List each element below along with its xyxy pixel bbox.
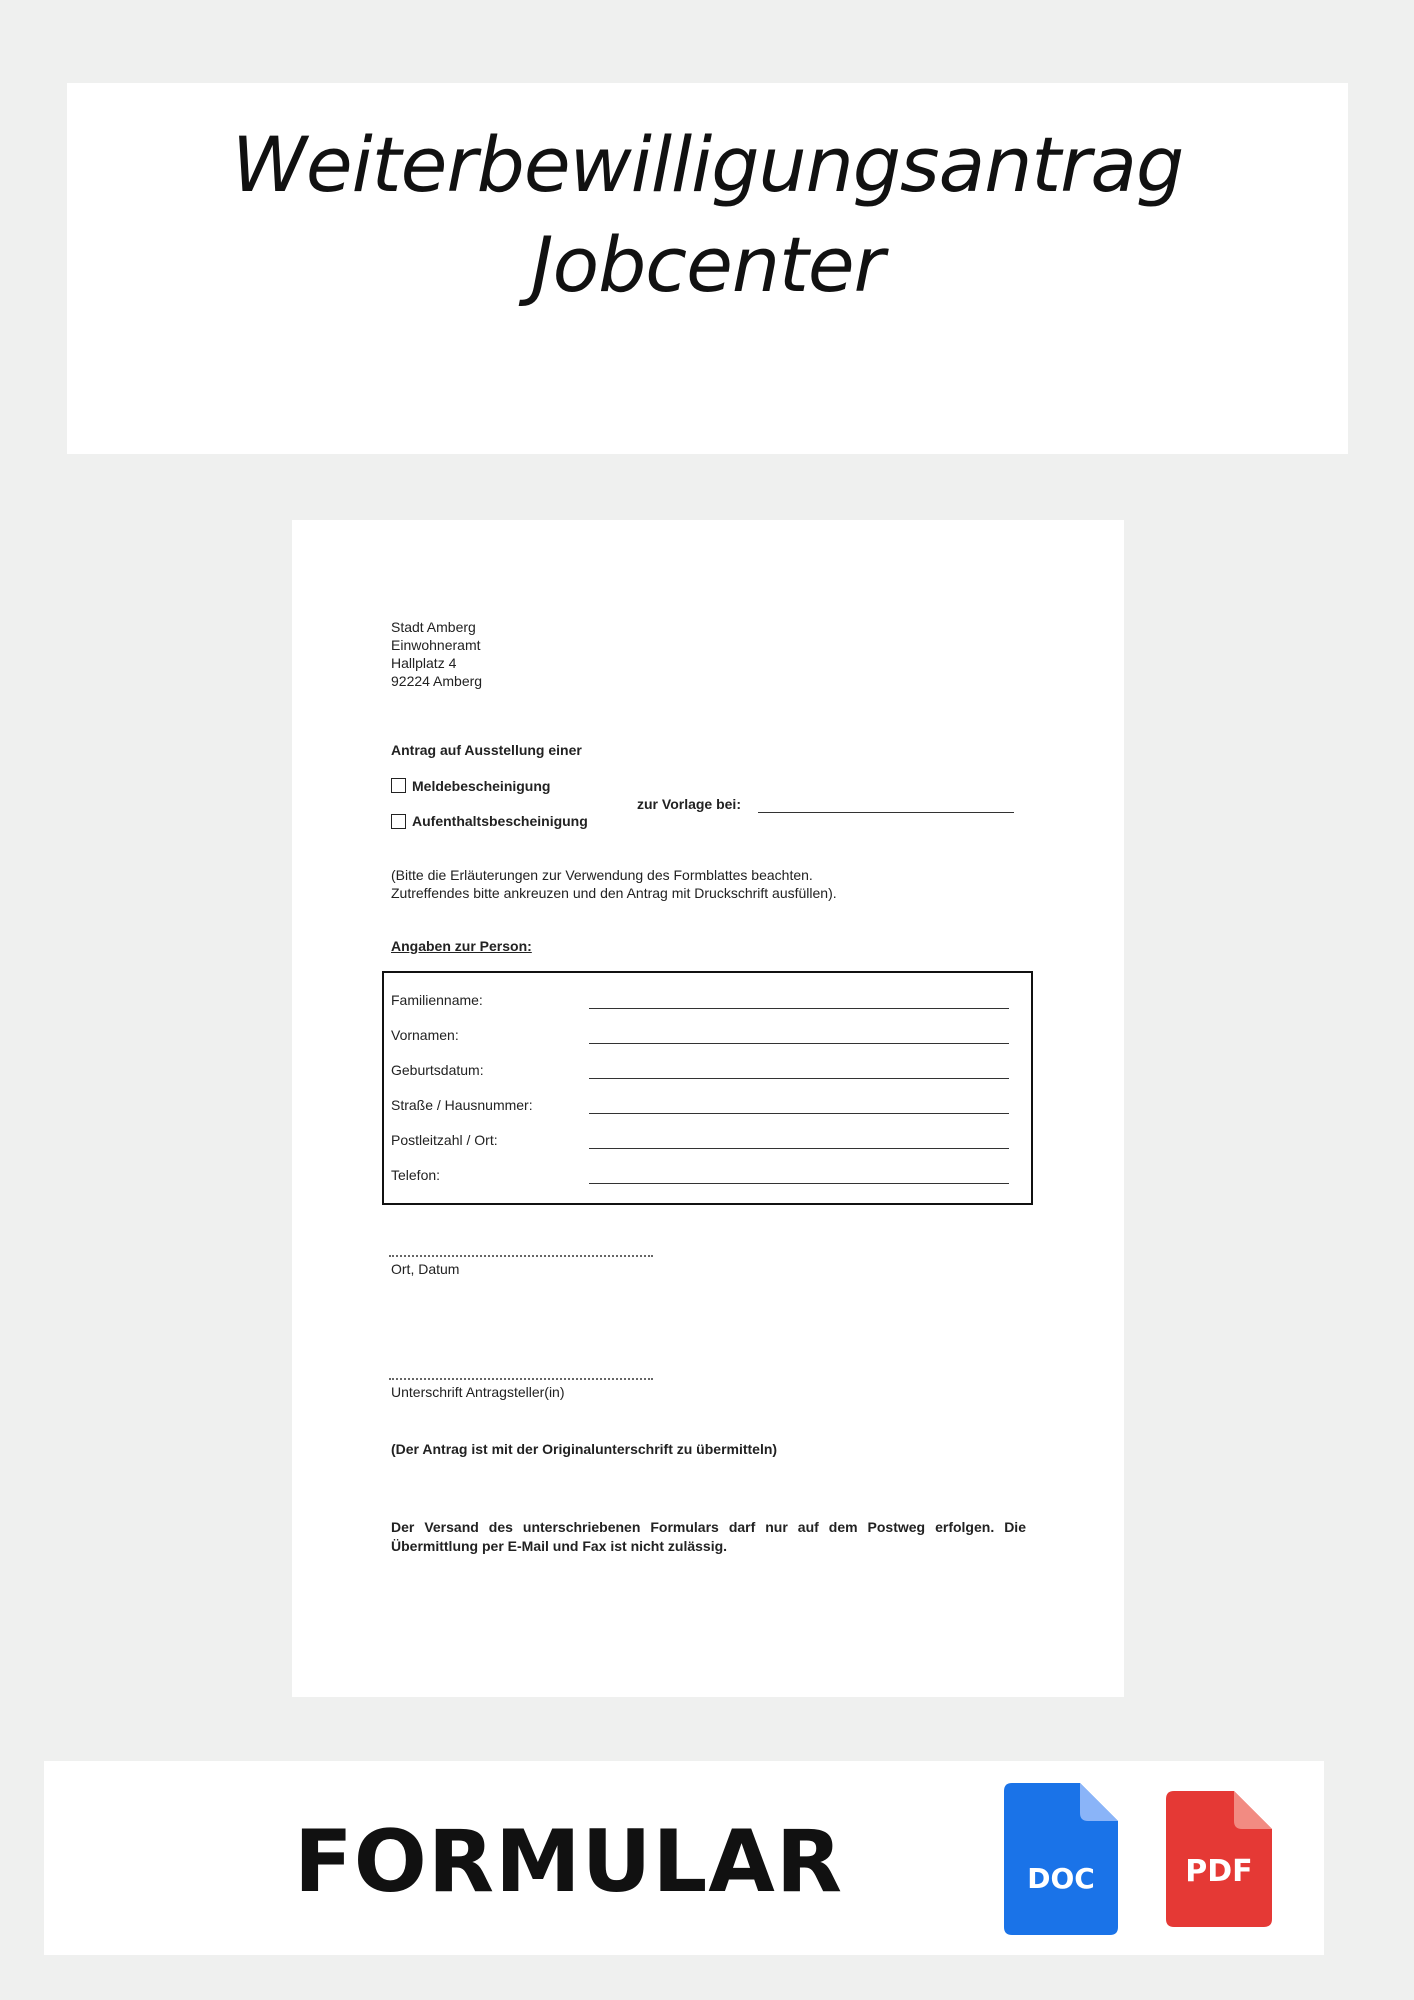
presentation-input-line[interactable] <box>758 812 1014 813</box>
familienname-input-line[interactable] <box>589 1008 1009 1009</box>
pdf-file-icon[interactable] <box>1166 1791 1272 1927</box>
address-line-2: Einwohneramt <box>391 637 481 653</box>
postal-note: Der Versand des unterschriebenen Formulars darf nur auf dem Postweg erfolgen. Die Übermittlung per E-Mail und Fax ist nicht zulässig. <box>391 1519 1026 1554</box>
address-line-4: 92224 Amberg <box>391 673 483 689</box>
field-label-geburtsdatum: Geburtsdatum: <box>391 1062 484 1078</box>
address-line-1: Stadt Amberg <box>391 619 476 635</box>
form-preview-page <box>292 520 1124 1697</box>
instructions-line-1: (Bitte die Erläuterungen zur Verwendung des Formblattes beachten. <box>391 867 813 883</box>
doc-file-icon[interactable] <box>1004 1783 1118 1935</box>
address-line-3: Hallplatz 4 <box>391 655 457 671</box>
meldebescheinigung-label: Meldebescheinigung <box>412 778 551 794</box>
signature-label: Unterschrift Antragsteller(in) <box>391 1384 565 1400</box>
aufenthaltsbescheinigung-checkbox[interactable] <box>391 814 406 829</box>
vornamen-input-line[interactable] <box>589 1043 1009 1044</box>
presentation-label: zur Vorlage bei: <box>637 796 741 812</box>
doc-icon-label: DOC <box>1027 1862 1095 1895</box>
original-signature-note: (Der Antrag ist mit der Originalunterschrift zu übermitteln) <box>391 1441 778 1457</box>
geburtsdatum-input-line[interactable] <box>589 1078 1009 1079</box>
request-heading: Antrag auf Ausstellung einer <box>391 742 582 758</box>
page-title-line-1: Weiterbewilligungsantrag <box>231 120 1184 209</box>
title-card <box>67 83 1348 454</box>
plz-ort-input-line[interactable] <box>589 1148 1009 1149</box>
formular-label: FORMULAR <box>294 1812 844 1912</box>
field-label-telefon: Telefon: <box>391 1167 441 1183</box>
doc-file-icon-shape <box>1004 1783 1118 1935</box>
instructions-line-2: Zutreffendes bitte ankreuzen und den Antrag mit Druckschrift ausfüllen). <box>391 885 837 901</box>
field-label-plz-ort: Postleitzahl / Ort: <box>391 1132 498 1148</box>
field-label-familienname: Familienname: <box>391 992 483 1008</box>
pdf-icon-label: PDF <box>1185 1854 1253 1889</box>
field-label-strasse: Straße / Hausnummer: <box>391 1097 533 1113</box>
footer-bar <box>44 1761 1324 1955</box>
place-date-label: Ort, Datum <box>391 1261 460 1277</box>
signature-line[interactable] <box>389 1378 653 1380</box>
field-label-vornamen: Vornamen: <box>391 1027 459 1043</box>
aufenthaltsbescheinigung-label: Aufenthaltsbescheinigung <box>412 813 588 829</box>
strasse-input-line[interactable] <box>589 1113 1009 1114</box>
place-date-line[interactable] <box>389 1255 653 1257</box>
meldebescheinigung-checkbox[interactable] <box>391 778 406 793</box>
page-title-line-2: Jobcenter <box>531 220 884 309</box>
telefon-input-line[interactable] <box>589 1183 1009 1184</box>
person-heading: Angaben zur Person: <box>391 938 532 954</box>
